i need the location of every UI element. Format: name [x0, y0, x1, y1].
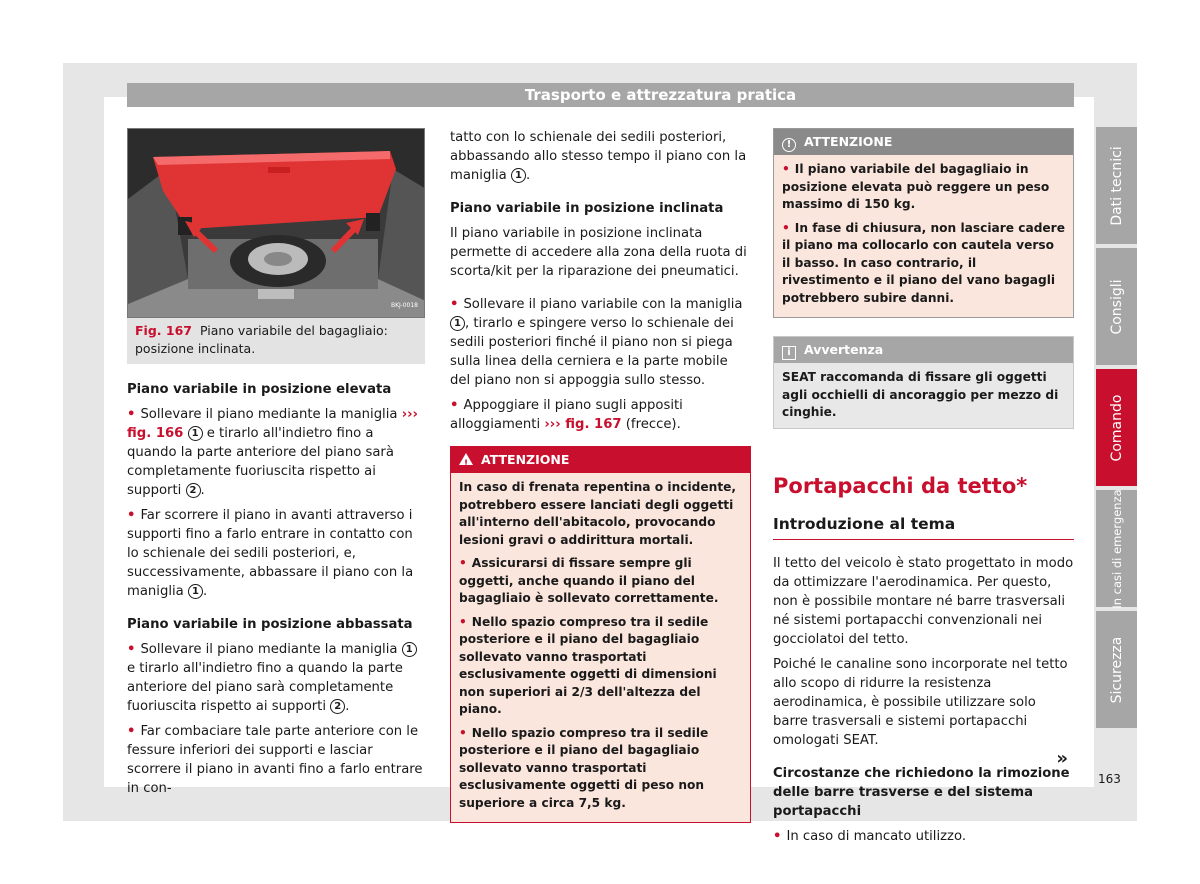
- figure-167: [127, 128, 425, 318]
- note-body: SEAT raccomanda di fissare gli oggetti agli occhielli di ancoraggio per mezzo di cinghie.: [782, 370, 1059, 419]
- warning-bullet: • In fase di chiusura, non lasciare cadere il piano ma collocarlo con cautela verso il basso. In caso contrario, il rivestimento e il piano del vano bagagli potrebbero subire danni.: [782, 220, 1065, 308]
- marker-1: 1: [450, 316, 465, 331]
- bullet-elevata-1: • Sollevare il piano mediante la maniglia ››› fig. 166 1 e tirarlo all'indietro fino a quando la parte anteriore del piano sarà completamente fuoriuscita rispetto ai supporti 2 .: [127, 405, 425, 500]
- figure-caption: [127, 318, 425, 364]
- figure-link[interactable]: ››› fig. 167: [544, 417, 622, 432]
- subsection-title: Introduzione al tema: [773, 515, 1074, 540]
- warning-bullet: • Nello spazio compreso tra il sedile posteriore e il piano del bagagliaio sollevato vanno trasportati esclusivamente oggetti di dimensioni non superiori ai 2/3 dell'altezza del piano.: [459, 614, 742, 719]
- warning-bullet: • Il piano variabile del bagagliaio in posizione elevata può reggere un peso massimo di 150 kg.: [782, 161, 1065, 214]
- heading-circostanze: Circostanze che richiedono la rimozione delle barre trasverse e del sistema portapacchi: [773, 765, 1070, 819]
- marker-1: 1: [188, 426, 203, 441]
- bullet-elevata-2: • Far scorrere il piano in avanti attraverso i supporti fino a farlo entrare in contatto con lo schienale dei sedili posteriori, e, successivamente, abbassare il piano con la maniglia 1 .: [127, 506, 425, 601]
- warning-header: !ATTENZIONE: [451, 447, 750, 473]
- figure-link[interactable]: ››› fig. 166: [127, 407, 418, 441]
- note-header: i Avvertenza: [774, 337, 1073, 363]
- paragraph: Poiché le canaline sono incorporate nel tetto allo scopo di ridurre la resistenza aerodinamica, è possibile utilizzare solo barre trasversali e sistemi portapacchi omologati SEAT.: [773, 656, 1068, 748]
- note-box: [773, 336, 1074, 429]
- page-number: 163: [1098, 772, 1121, 786]
- tab-sicurezza[interactable]: Sicurezza: [1096, 611, 1137, 728]
- warning-body: [774, 155, 1073, 317]
- marker-1: 1: [402, 642, 417, 657]
- marker-1: 1: [188, 584, 203, 599]
- column-2: [450, 128, 751, 823]
- warning-icon: [459, 453, 473, 465]
- bullet-abbassata-1: • Sollevare il piano mediante la maniglia 1 e tirarlo all'indietro fino a quando la parte anteriore del piano sarà completamente fuoriuscita rispetto ai supporti 2 .: [127, 640, 425, 716]
- warning-text: In caso di frenata repentina o incidente, potrebbero essere lanciati degli oggetti all'interno dell'abitacolo, provocando lesioni gravi o addirittura mortali.: [459, 480, 737, 547]
- bullet-item: • In caso di mancato utilizzo.: [773, 827, 1074, 846]
- trunk-illustration: [128, 129, 425, 318]
- marker-1: 1: [511, 168, 526, 183]
- section-title: Portapacchi da tetto*: [773, 473, 1028, 498]
- warning-header: ! ATTENZIONE: [774, 129, 1073, 155]
- bullet-inclinata-1: • Sollevare il piano variabile con la maniglia 1 , tirarlo e spingere verso lo schienale dei sedili posteriori finché il piano non si piega sulla linea della cerniera e la parte mobile del piano non si appoggia sullo stesso.: [450, 295, 751, 390]
- tab-dati-tecnici[interactable]: Dati tecnici: [1096, 127, 1137, 244]
- warning-box: [450, 446, 751, 823]
- figure-label: Fig. 167: [135, 323, 192, 338]
- heading-abbassata: Piano variabile in posizione abbassata: [127, 617, 413, 632]
- warning-bullet: • Nello spazio compreso tra il sedile posteriore e il piano del bagagliaio sollevato vanno trasportati esclusivamente oggetti di peso non superiore a circa 7,5 kg.: [459, 725, 742, 813]
- intro-inclinata: Il piano variabile in posizione inclinata permette di accedere alla zona della ruota di scorta/kit per la riparazione dei pneumatici.: [450, 226, 747, 279]
- paragraph: Il tetto del veicolo è stato progettato in modo da ottimizzare l'aerodinamica. Per questo, non è possibile montare né barre trasversali né sistemi portapacchi convenzionali nei gocciolatoi del tetto.: [773, 555, 1074, 647]
- column-1: [127, 128, 425, 804]
- column-3: [773, 128, 1074, 844]
- bullet-abbassata-2: • Far combaciare tale parte anteriore con le fessure inferiori dei supporti e lasciar scorrere il piano in avanti fino a farlo entrare in con-: [127, 722, 425, 798]
- marker-2: 2: [330, 699, 345, 714]
- continue-marker: »: [1056, 748, 1068, 769]
- alert-circle-icon: !: [782, 138, 796, 152]
- warning-bullet: • Assicurarsi di fissare sempre gli oggetti, anche quando il piano del bagagliaio è sollevato correttamente.: [459, 555, 742, 608]
- warning-box-2: [773, 128, 1074, 318]
- continued-text: tatto con lo schienale dei sedili posteriori, abbassando allo stesso tempo il piano con la maniglia 1 .: [450, 130, 747, 183]
- tab-emergenza[interactable]: In casi di emergenza: [1096, 490, 1137, 607]
- info-icon: i: [782, 346, 796, 360]
- bullet-inclinata-2: • Appoggiare il piano sugli appositi alloggiamenti ››› fig. 167 (frecce).: [450, 396, 751, 434]
- figure-caption-text: Piano variabile del bagagliaio: posizione inclinata.: [135, 323, 388, 356]
- marker-2: 2: [186, 483, 201, 498]
- heading-inclinata: Piano variabile in posizione inclinata: [450, 201, 724, 216]
- figure-code: BKJ-0018: [390, 302, 418, 309]
- tab-consigli[interactable]: Consigli: [1096, 248, 1137, 365]
- heading-elevata: Piano variabile in posizione elevata: [127, 382, 392, 397]
- tab-comando[interactable]: Comando: [1096, 369, 1137, 486]
- section-header: Trasporto e attrezzatura pratica: [127, 83, 1074, 107]
- warning-body: [451, 473, 750, 822]
